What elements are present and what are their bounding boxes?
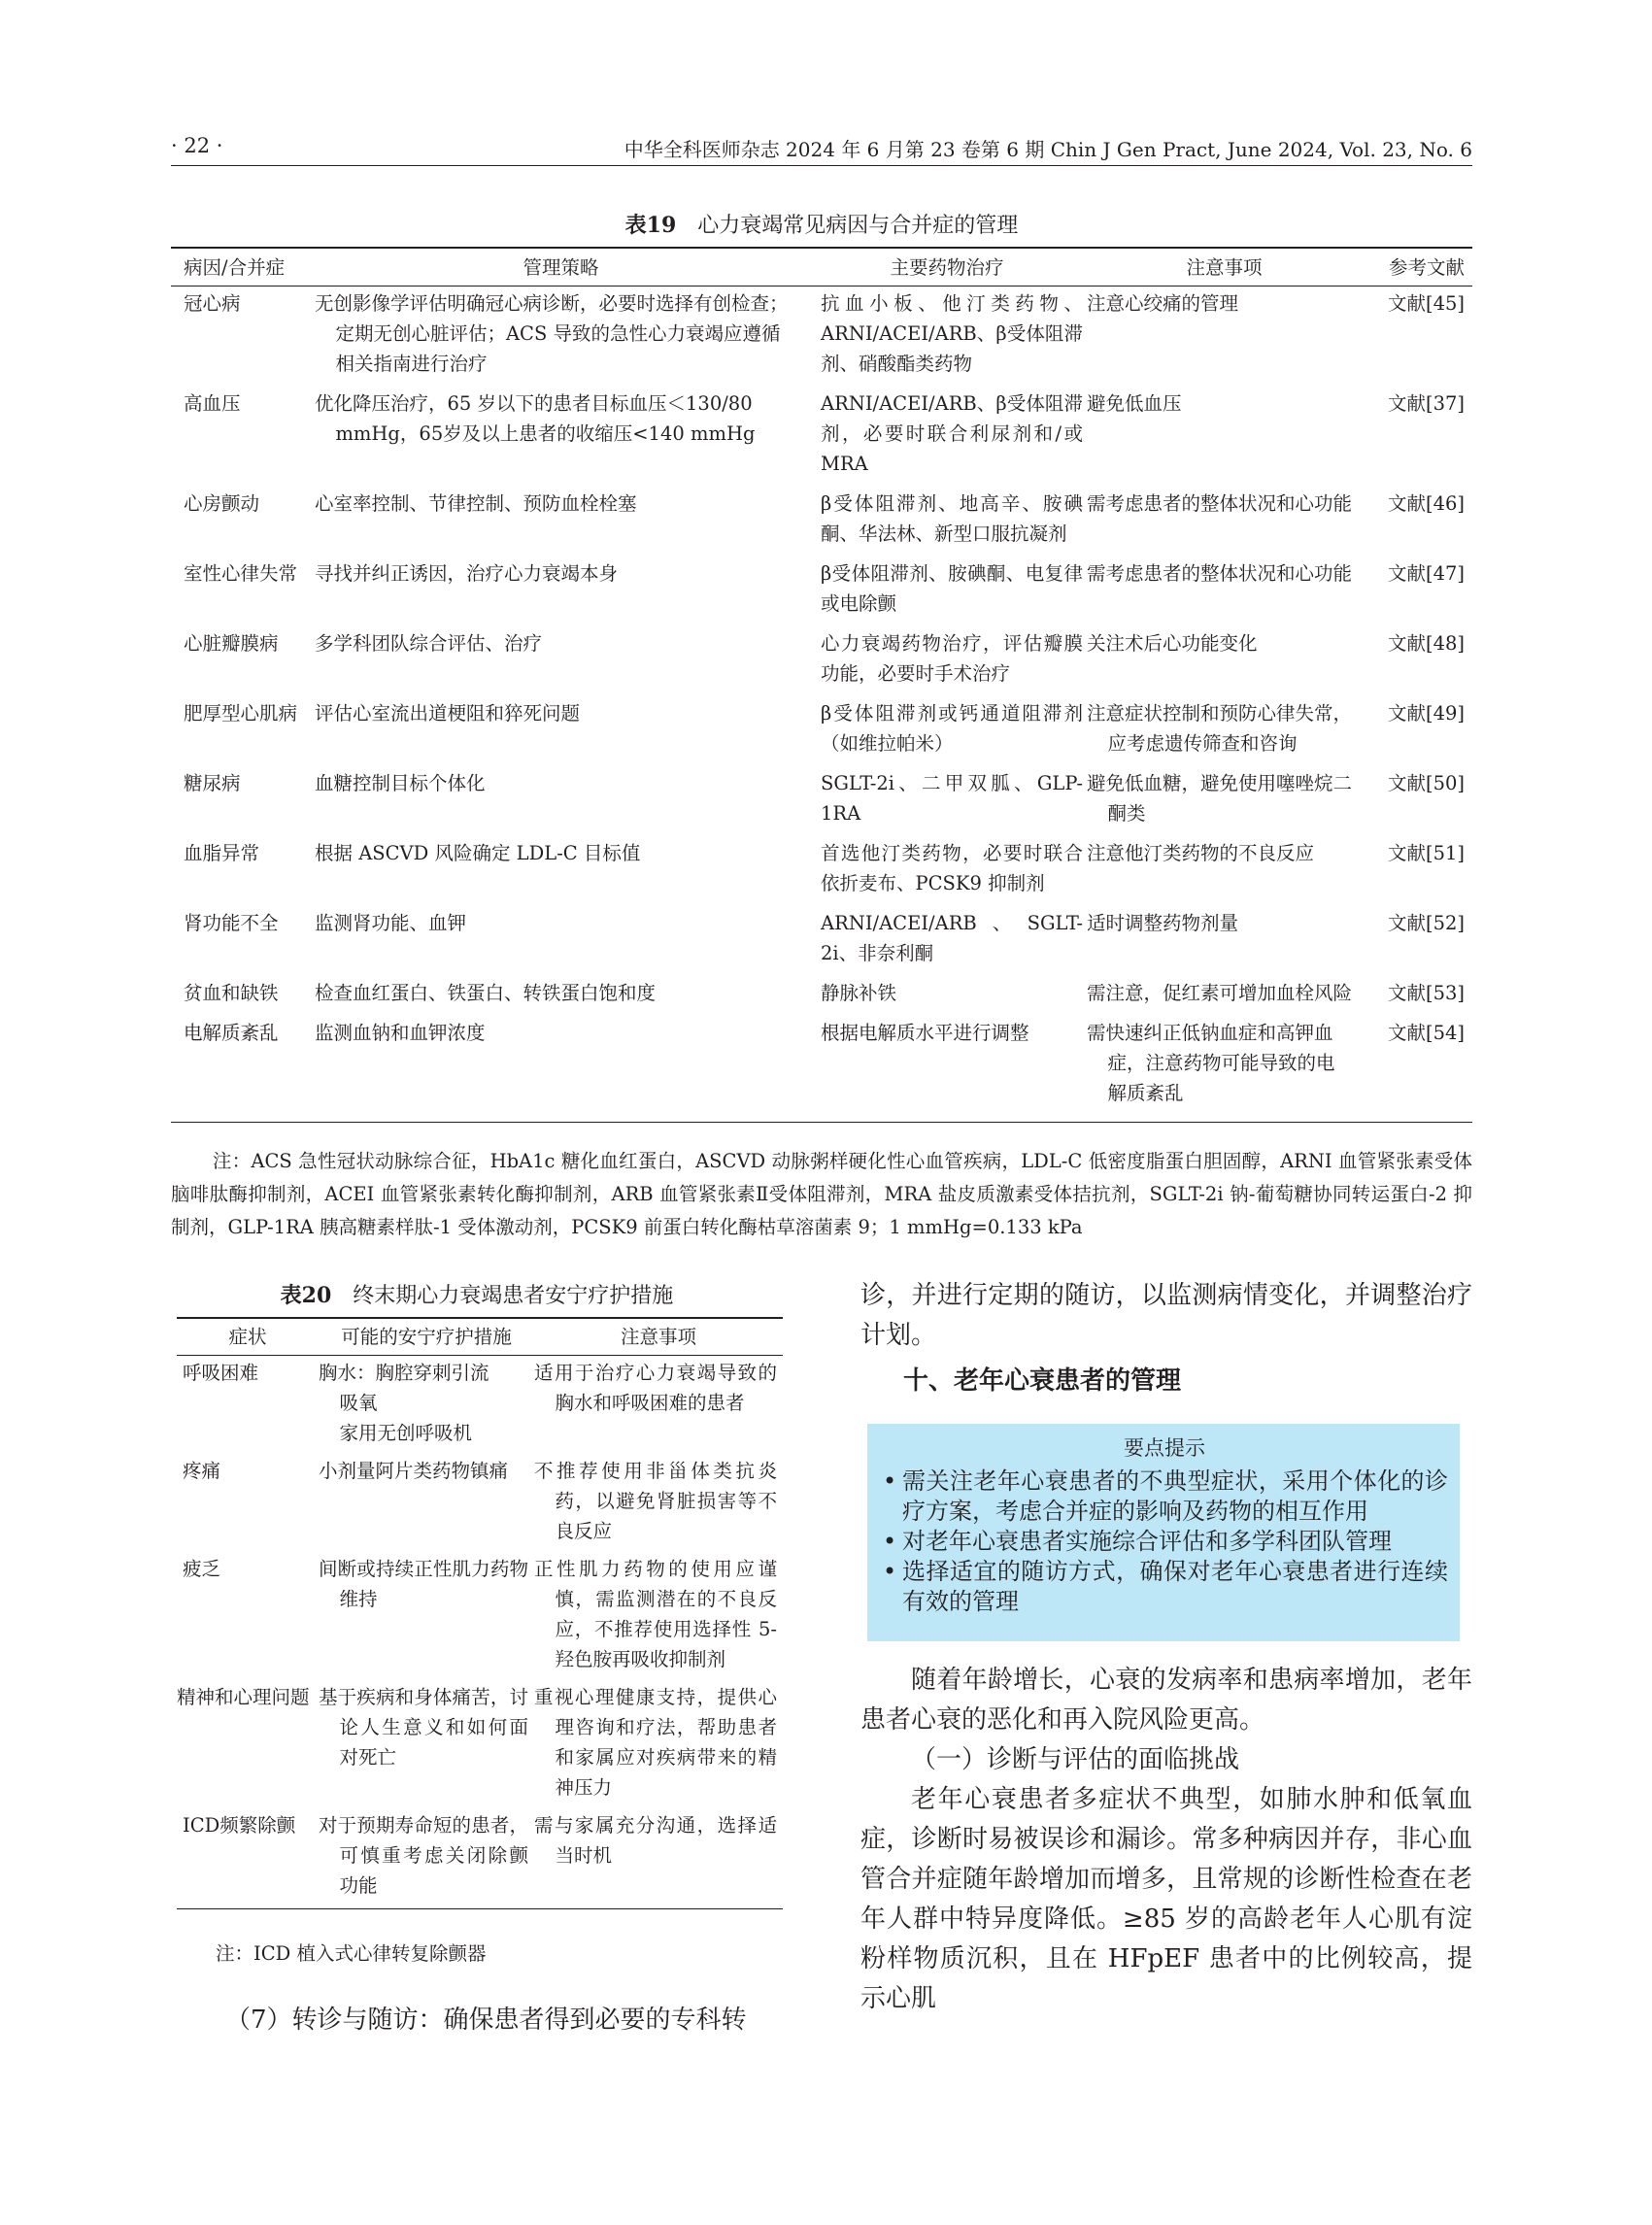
table-cell: 文献[52]	[1387, 912, 1465, 934]
table-cell: 贫血和缺铁	[184, 982, 279, 1004]
table20-caption	[171, 1279, 783, 1309]
table-cell: 疼痛	[183, 1460, 221, 1482]
table-cell: 肥厚型心肌病	[184, 702, 298, 725]
table-cell: β受体阻滞剂、胺碘酮、电复律或电除颤	[821, 562, 1083, 615]
table-row	[177, 1454, 783, 1552]
table-cell: 首选他汀类药物，必要时联合依折麦布、PCSK9 抑制剂	[821, 842, 1083, 894]
table-cell: 需考虑患者的整体状况和心功能	[1087, 492, 1353, 515]
key-points-box	[867, 1424, 1460, 1641]
table-row	[177, 1356, 783, 1455]
table-row	[177, 1680, 783, 1808]
table-cell: 注意他汀类药物的不良反应	[1087, 842, 1315, 864]
table-cell: 优化降压治疗，65 岁以下的患者目标血压＜130/80 mmHg，65岁及以上患者的收缩压<140 mmHg	[315, 392, 756, 445]
table-row	[171, 836, 1472, 906]
table19-caption	[171, 209, 1472, 239]
table-cell: 室性心律失常	[184, 562, 298, 585]
table-cell: 肾功能不全	[184, 912, 279, 934]
table-header-cell: 主要药物治疗	[807, 248, 1087, 287]
table19-title: 心力衰竭常见病因与合并症的管理	[697, 214, 1019, 238]
table-cell: 文献[54]	[1362, 1016, 1472, 1123]
table20-title: 终末期心力衰竭患者安宁疗护措施	[353, 1284, 674, 1308]
continuation-paragraph	[860, 1276, 1472, 1356]
table-cell: 心室率控制、节律控制、预防血栓栓塞	[315, 492, 637, 515]
key-points-title: 要点提示	[1124, 1436, 1205, 1460]
table-cell: 呼吸困难	[183, 1362, 259, 1384]
table-cell: 文献[51]	[1387, 842, 1465, 864]
table-cell: 冠心病	[184, 292, 241, 315]
table-row	[171, 696, 1472, 766]
table-cell: 需考虑患者的整体状况和心功能	[1087, 562, 1353, 585]
table-row	[171, 287, 1472, 388]
key-point-item	[881, 1466, 1448, 1527]
table-cell: 根据电解质水平进行调整	[807, 1016, 1087, 1123]
table-cell: 文献[46]	[1387, 492, 1465, 515]
table-header-cell: 注意事项	[534, 1318, 783, 1356]
table19-note: 注：ACS 急性冠状动脉综合征，HbA1c 糖化血红蛋白，ASCVD 动脉粥样硬化性心血管疾病，LDL-C 低密度脂蛋白胆固醇，ARNI 血管紧张素受体脑啡肽酶抑制剂，ACEI 血管紧张素转化酶抑制剂，ARB 血管紧张素Ⅱ受体阻滞剂，MRA 盐皮质激素受体拮抗剂，SGLT-2i 钠-葡萄糖协同转运蛋白-2 抑制剂，GLP-1RA 胰高糖素样肽-1 受体激动剂，PCSK9 前蛋白转化酶枯草溶菌素 9；1 mmHg=0.133 kPa	[171, 1150, 1472, 1238]
table-cell: 静脉补铁	[821, 982, 897, 1004]
table-cell: 文献[48]	[1387, 632, 1465, 655]
table-cell: 不推荐使用非甾体类抗炎药，以避免肾脏损害等不良反应	[534, 1460, 777, 1542]
table-cell: 电解质紊乱	[171, 1016, 315, 1123]
table-cell: 高血压	[184, 392, 241, 415]
table-row	[171, 906, 1472, 976]
table-header-cell: 注意事项	[1087, 248, 1362, 287]
table-cell: 间断或持续正性肌力药物维持	[319, 1558, 528, 1610]
bullet-icon: •	[883, 1467, 897, 1495]
table20-label: 表20	[280, 1283, 332, 1308]
table-cell: 心房颤动	[184, 492, 260, 515]
table19-label: 表19	[624, 213, 677, 238]
key-point-text: 选择适宜的随访方式，确保对老年心衰患者进行连续有效的管理	[902, 1558, 1448, 1615]
table-cell: β受体阻滞剂、地高辛、胺碘酮、华法林、新型口服抗凝剂	[821, 492, 1083, 545]
table-header-cell: 可能的安宁疗护措施	[319, 1318, 534, 1356]
table-cell: 糖尿病	[184, 772, 241, 794]
table-cell: 需注意，促红素可增加血栓风险	[1087, 982, 1353, 1004]
running-title: 中华全科医师杂志 2024 年 6 月第 23 卷第 6 期 Chin J Gen Pract, June 2024, Vol. 23, No. 6	[624, 138, 1472, 161]
table-cell: 监测血钠和血钾浓度	[315, 1016, 807, 1123]
table-cell: 评估心室流出道梗阻和猝死问题	[315, 702, 581, 725]
table-cell: 多学科团队综合评估、治疗	[315, 632, 543, 655]
table-cell: 血糖控制目标个体化	[315, 772, 486, 794]
table19-header-row	[171, 248, 1472, 287]
table-cell: 避免低血糖，避免使用噻唑烷二酮类	[1087, 772, 1353, 825]
table-cell: 胸水：胸腔穿刺引流 吸氧 家用无创呼吸机	[319, 1362, 489, 1444]
table-cell: 根据 ASCVD 风险确定 LDL-C 目标值	[315, 842, 641, 864]
table-cell: 监测肾功能、血钾	[315, 912, 467, 934]
table-cell: 文献[49]	[1387, 702, 1465, 725]
table-cell: β受体阻滞剂或钙通道阻滞剂（如维拉帕米）	[821, 702, 1083, 755]
table-cell: 血脂异常	[184, 842, 260, 864]
key-point-item	[881, 1557, 1448, 1617]
body-paragraph: 老年心衰患者多症状不典型，如肺水肿和低氧血症，诊断时易被误诊和漏诊。常多种病因并存，非心血管合并症随年龄增加而增多，且常规的诊断性检查在老年人群中特异度降低。≥85 岁的高龄老年人心肌有淀粉样物质沉积，且在 HFpEF 患者中的比例较高，提示心肌	[860, 1785, 1472, 2013]
table-cell: ARNI/ACEI/ARB、β受体阻滞剂，必要时联合利尿剂和/或 MRA	[821, 392, 1083, 475]
table-row	[171, 1016, 1472, 1123]
page-number: · 22 ·	[171, 134, 223, 157]
intro-paragraph: 随着年龄增长，心衰的发病率和患病率增加，老年患者心衰的恶化和再入院风险更高。	[860, 1666, 1472, 1735]
table-cell: 适时调整药物剂量	[1087, 912, 1239, 934]
table-row	[171, 976, 1472, 1016]
table20-header-row	[177, 1318, 783, 1356]
table-header-cell: 参考文献	[1362, 248, 1472, 287]
table19	[171, 247, 1472, 1123]
key-point-item	[881, 1527, 1448, 1557]
table-cell: 寻找并纠正诱因，治疗心力衰竭本身	[315, 562, 619, 585]
section-heading: 十、老年心衰患者的管理	[903, 1366, 1182, 1396]
table-cell: 注意症状控制和预防心律失常，应考虑遗传筛查和咨询	[1087, 702, 1353, 755]
table-cell: 检查血红蛋白、铁蛋白、转铁蛋白饱和度	[315, 982, 657, 1004]
table-cell: 文献[47]	[1387, 562, 1465, 585]
table-header-cell: 症状	[177, 1318, 319, 1356]
table20	[177, 1317, 783, 1909]
table-cell: 需与家属充分沟通，选择适当时机	[534, 1808, 783, 1909]
table-cell: 需快速纠正低钠血症和高钾血症，注意药物可能导致的电解质紊乱	[1087, 1016, 1362, 1123]
table-header-cell: 病因/合并症	[171, 248, 315, 287]
table-cell: 无创影像学评估明确冠心病诊断，必要时选择有创检查；定期无创心脏评估；ACS 导致的急性心力衰竭应遵循相关指南进行治疗	[315, 292, 789, 375]
continuation-text: 诊，并进行定期的随访，以监测病情变化，并调整治疗计划。	[860, 1281, 1472, 1350]
table-row	[171, 487, 1472, 556]
table-cell: 对于预期寿命短的患者，可慎重考虑关闭除颤功能	[319, 1808, 534, 1909]
table-cell: 适用于治疗心力衰竭导致的胸水和呼吸困难的患者	[534, 1362, 777, 1414]
table-cell: 文献[37]	[1387, 392, 1465, 415]
table-cell: 重视心理健康支持，提供心理咨询和疗法，帮助患者和家属应对疾病带来的精神压力	[534, 1686, 777, 1799]
key-point-text: 对老年心衰患者实施综合评估和多学科团队管理	[902, 1528, 1392, 1555]
page-header	[171, 134, 1472, 166]
table-cell: SGLT-2i、二甲双胍、GLP-1RA	[821, 772, 1083, 825]
paragraph-referral: （7）转诊与随访：确保患者得到必要的专科转	[225, 2006, 747, 2035]
table-cell: 注意心绞痛的管理	[1087, 292, 1239, 315]
table-cell: 关注术后心功能变化	[1087, 632, 1258, 655]
table20-note: 注：ICD 植入式心律转复除颤器	[216, 1942, 487, 1965]
table-row	[171, 387, 1472, 487]
body-text	[860, 1661, 1472, 2019]
table-cell: 小剂量阿片类药物镇痛	[319, 1460, 509, 1482]
table-cell: 文献[50]	[1387, 772, 1465, 794]
table-row	[177, 1552, 783, 1680]
bullet-icon: •	[883, 1558, 897, 1585]
table-header-cell: 管理策略	[315, 248, 807, 287]
table-cell: 疲乏	[183, 1558, 221, 1580]
key-point-text: 需关注老年心衰患者的不典型症状，采用个体化的诊疗方案，考虑合并症的影响及药物的相互作用	[902, 1467, 1448, 1525]
table-cell: 心力衰竭药物治疗，评估瓣膜功能，必要时手术治疗	[821, 632, 1083, 685]
subsection-heading: （一）诊断与评估的面临挑战	[911, 1745, 1240, 1774]
table-cell: 正性肌力药物的使用应谨慎，需监测潜在的不良反应，不推荐使用选择性 5-羟色胺再吸收抑制剂	[534, 1558, 777, 1670]
bullet-icon: •	[883, 1528, 897, 1555]
table-cell: ARNI/ACEI/ARB、SGLT-2i、非奈利酮	[821, 912, 1083, 964]
table-row	[171, 766, 1472, 836]
table-cell: 文献[45]	[1387, 292, 1465, 315]
table-row	[171, 626, 1472, 696]
table-row	[171, 556, 1472, 626]
table-cell: 避免低血压	[1087, 392, 1182, 415]
table-cell: 文献[53]	[1387, 982, 1465, 1004]
table-cell: 精神和心理问题	[177, 1686, 310, 1708]
table-cell: 抗血小板、他汀类药物、ARNI/ACEI/ARB、β受体阻滞剂、硝酸酯类药物	[821, 292, 1083, 375]
table-cell: 基于疾病和身体痛苦，讨论人生意义和如何面对死亡	[319, 1686, 528, 1769]
table-row	[177, 1808, 783, 1909]
table-cell: ICD频繁除颤	[177, 1808, 319, 1909]
table-cell: 心脏瓣膜病	[184, 632, 279, 655]
